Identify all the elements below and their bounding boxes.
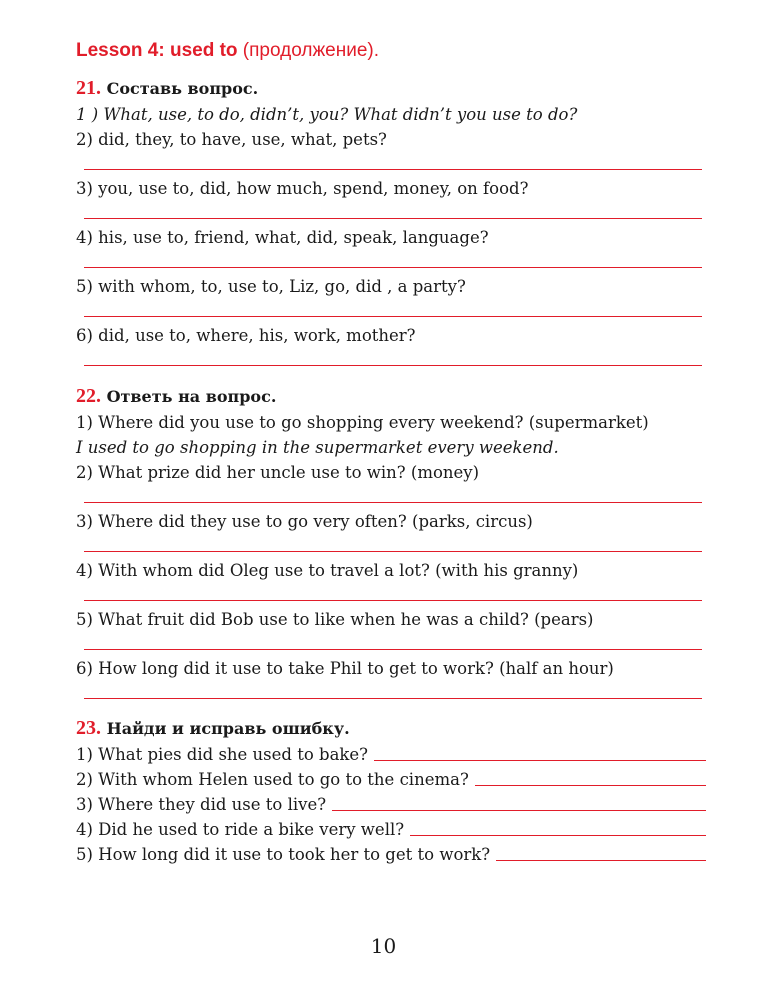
answer-line[interactable] <box>76 201 702 225</box>
exercise-instruction: Найди и исправь ошибку. <box>106 719 350 738</box>
answer-line[interactable] <box>76 348 702 372</box>
exercise-21-heading <box>76 74 706 102</box>
fix-item-text: 3) Where they did use to live? <box>76 795 327 814</box>
lesson-title-main: Lesson 4: used to <box>76 40 238 61</box>
exercise-23 <box>76 714 706 867</box>
task-item: 3) you, use to, did, how much, spend, money, on food? <box>76 179 529 198</box>
task-item: 5) with whom, to, use to, Liz, go, did , a party? <box>76 277 466 296</box>
task-item: 4) his, use to, friend, what, did, speak, language? <box>76 228 489 247</box>
exercise-instruction: Ответь на вопрос. <box>106 387 277 406</box>
example-prompt: 1) Where did you use to go shopping every weekend? (supermarket) <box>76 413 649 432</box>
task-item: 5) What fruit did Bob use to like when he was a child? (pears) <box>76 610 594 629</box>
lesson-title <box>76 40 379 62</box>
answer-line[interactable] <box>76 250 702 274</box>
lesson-title-suffix: (продолжение). <box>237 40 380 61</box>
fix-item-row <box>76 742 706 767</box>
example-answer: What didn’t you use to do? <box>353 105 578 124</box>
exercise-23-heading <box>76 714 706 742</box>
fix-item-text: 5) How long did it use to took her to get to work? <box>76 845 491 864</box>
answer-line[interactable] <box>76 152 702 176</box>
fix-item-row <box>76 767 706 792</box>
answer-blank[interactable] <box>332 809 706 811</box>
answer-line[interactable] <box>76 632 702 656</box>
exercise-number: 23. <box>76 717 101 739</box>
exercise-22 <box>76 382 706 705</box>
fix-item-row <box>76 842 706 867</box>
answer-line[interactable] <box>76 583 702 607</box>
fix-item-text: 4) Did he used to ride a bike very well? <box>76 820 405 839</box>
answer-line[interactable] <box>76 299 702 323</box>
answer-line[interactable] <box>76 485 702 509</box>
task-item: 3) Where did they use to go very often? (parks, circus) <box>76 512 533 531</box>
task-item: 2) did, they, to have, use, what, pets? <box>76 130 387 149</box>
exercise-number: 22. <box>76 385 101 407</box>
example-answer: I used to go shopping in the supermarket every weekend. <box>76 438 559 457</box>
fix-item-row <box>76 817 706 842</box>
task-item: 4) With whom did Oleg use to travel a lot? (with his granny) <box>76 561 579 580</box>
answer-blank[interactable] <box>475 784 706 786</box>
exercise-number: 21. <box>76 77 101 99</box>
fix-item-text: 2) With whom Helen used to go to the cinema? <box>76 770 469 789</box>
exercise-21 <box>76 74 706 372</box>
page-number: 10 <box>370 934 397 958</box>
answer-line[interactable] <box>76 681 702 705</box>
exercise-22-heading <box>76 382 706 410</box>
exercise-instruction: Составь вопрос. <box>106 79 259 98</box>
answer-blank[interactable] <box>374 759 706 761</box>
task-item: 2) What prize did her uncle use to win? (money) <box>76 463 480 482</box>
example-line <box>76 102 706 127</box>
example-prompt: 1 ) What, use, to do, didn’t, you? <box>76 105 349 124</box>
answer-line[interactable] <box>76 534 702 558</box>
fix-item-row <box>76 792 706 817</box>
fix-item-text: 1) What pies did she used to bake? <box>76 745 369 764</box>
answer-blank[interactable] <box>496 859 706 861</box>
task-item: 6) did, use to, where, his, work, mother? <box>76 326 416 345</box>
task-item: 6) How long did it use to take Phil to get to work? (half an hour) <box>76 659 614 678</box>
answer-blank[interactable] <box>410 834 706 836</box>
